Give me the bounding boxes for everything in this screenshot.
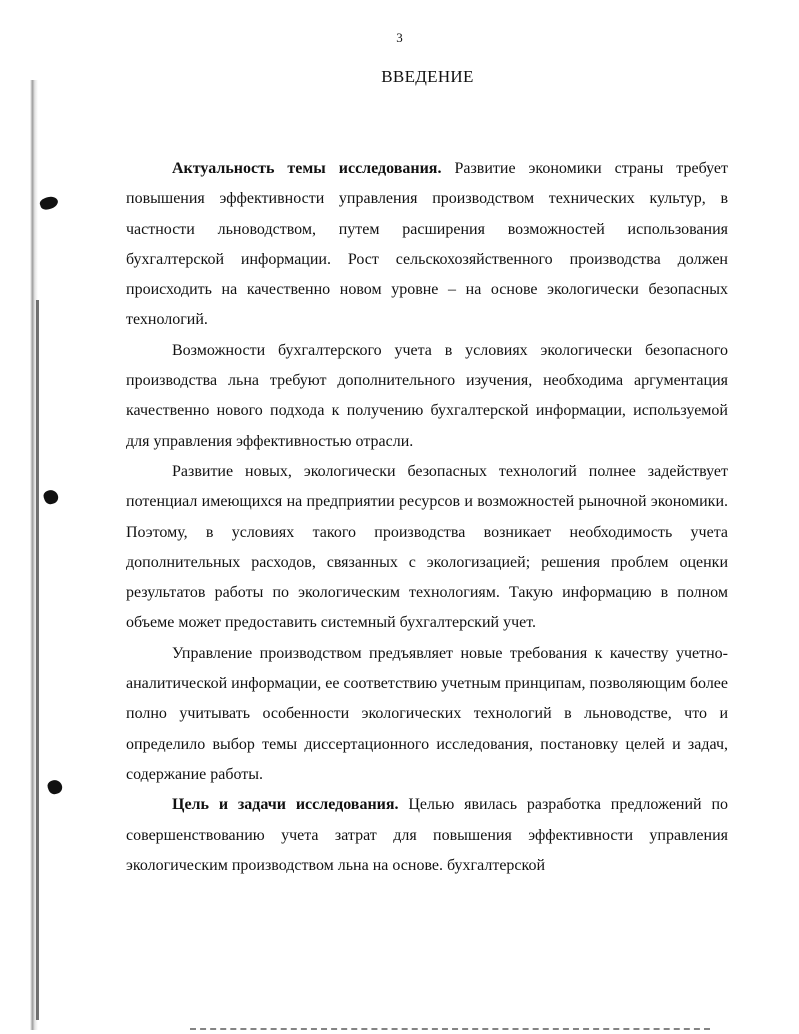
paragraph-text: Развитие новых, экологически безопасных технологий полнее задействует потенциал имеющихся на предприятии ресурсов и возможностей рыночной экономики. Поэтому, в условиях такого производства возникает необходимость учета дополнительных расходов, связанных с экологизацией; решения проблем оценки результатов работы по экологическим технологиям. Такую информацию в полном объеме может предоставить системный бухгалтерский учет. — [126, 462, 728, 632]
paragraph-new-technologies — [126, 457, 728, 639]
document-body — [126, 154, 728, 881]
paragraph-relevance — [126, 154, 728, 336]
paragraph-lead-goals: Цель и задачи исследования. — [172, 796, 399, 814]
paragraph-text: Управление производством предъявляет новые требования к качеству учетно-аналитической информации, ее соответствию учетным принципам, позволяющим более полно учитывать особенности экологических технологий в льноводстве, что и определило выбор темы диссертационного исследования, постановку целей и задач, содержание работы. — [126, 644, 728, 783]
paragraph-accounting-possibilities — [126, 336, 728, 457]
page-number: 3 — [396, 30, 403, 45]
paragraph-text: Развитие экономики страны требует повышения эффективности управления производством технических культур, в частности льноводством, путем расширения возможностей использования бухгалтерской информации. Рост сельскохозяйственного производства должен происходить на качественно новом уровне – на основе экологически безопасных технологий. — [126, 160, 729, 329]
paragraph-text: Возможности бухгалтерского учета в условиях экологически безопасного производства льна требуют дополнительного изучения, необходима аргументация качественно нового подхода к получению бухгалтерской информации, используемой для управления эффективностью отрасли. — [126, 341, 728, 450]
paragraph-goals — [126, 790, 728, 881]
paragraph-management — [126, 639, 728, 790]
scan-edge-line — [36, 300, 39, 1020]
scan-bottom-edge — [190, 1028, 710, 1030]
scan-artifact-mark — [46, 778, 64, 796]
page-title: ВВЕДЕНИЕ — [381, 67, 474, 86]
paragraph-text: Целью явилась разработка предложений по совершенствованию учета затрат для повышения эффективности управления экологическим производством льна на основе. бухгалтерской — [126, 796, 729, 874]
paragraph-lead-relevance: Актуальность темы исследования. — [172, 160, 442, 177]
scan-artifact-mark — [42, 488, 60, 506]
scan-artifact-mark — [38, 194, 59, 211]
